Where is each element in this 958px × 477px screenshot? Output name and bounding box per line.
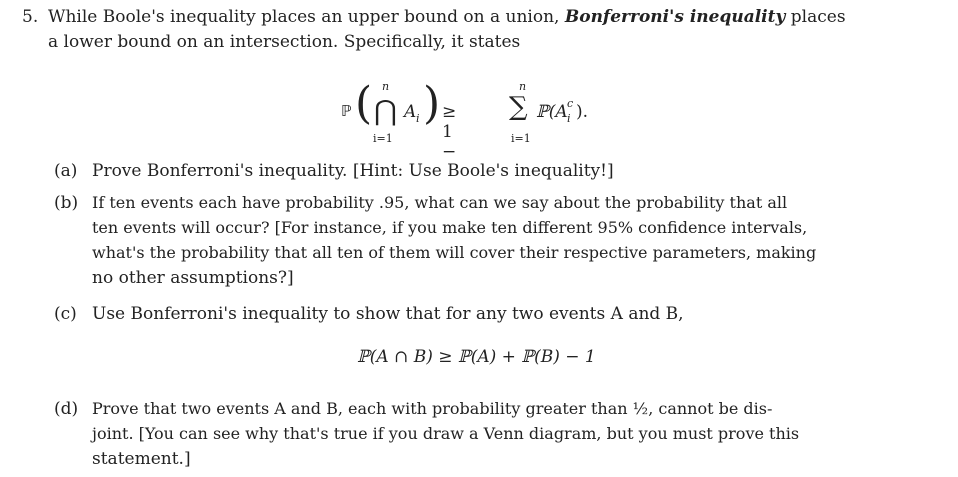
- part-b-line4: no other assumptions?]: [92, 268, 294, 288]
- intro-text-b: places: [785, 7, 846, 27]
- prob-symbol: ℙ: [341, 102, 352, 120]
- complement-close: ).: [576, 102, 589, 122]
- part-b-line3: what's the probability that all ten of them will cover their respective parameters, making: [92, 243, 817, 262]
- cap-upper-limit: n: [382, 80, 390, 93]
- part-d-line3: statement.]: [92, 449, 191, 469]
- problem-intro-line2: a lower bound on an intersection. Specifically, it states: [48, 32, 521, 52]
- part-a-text: Prove Bonferroni's inequality. [Hint: Use Boole's inequality!]: [92, 161, 614, 181]
- event-A-subscript: i: [416, 112, 420, 125]
- paren-open: (: [355, 78, 373, 129]
- cap-lower-limit: i=1: [373, 132, 393, 145]
- part-d-text-a: Prove that two events A and B, each with probability greater than: [92, 399, 633, 418]
- part-b-line2: ten events will occur? [For instance, if you make ten different 95% confidence intervals,: [92, 218, 808, 237]
- part-b-line1: If ten events each have probability .95, what can we say about the probability that all: [92, 193, 788, 212]
- complement-term: ℙ(A: [536, 102, 568, 122]
- part-d-line2: joint. [You can see why that's true if you draw a Venn diagram, but you must prove this: [92, 424, 800, 443]
- part-a-label: (a): [54, 161, 78, 181]
- sum-upper-limit: n: [519, 80, 527, 93]
- part-c-formula: ℙ(A ∩ B) ≥ ℙ(A) + ℙ(B) − 1: [357, 347, 596, 367]
- sum-lower-limit: i=1: [511, 132, 531, 145]
- intro-text-a: While Boole's inequality places an upper bound on a union,: [48, 7, 565, 27]
- rhs-one-minus: ≥ 1 −: [442, 102, 457, 162]
- one-half-fraction: ½: [632, 399, 649, 418]
- intersection-symbol: ⋂: [374, 94, 397, 127]
- part-c-label: (c): [54, 304, 77, 324]
- part-d-text-b: , cannot be dis-: [648, 399, 773, 418]
- bonferroni-emphasis: Bonferroni's inequality: [564, 7, 786, 27]
- problem-number: 5.: [22, 7, 39, 27]
- part-d-label: (d): [54, 399, 79, 419]
- part-d-line1: [92, 398, 772, 420]
- complement-superscript: c: [567, 97, 574, 110]
- complement-subscript: i: [567, 112, 571, 125]
- sum-symbol: ∑: [509, 92, 528, 122]
- part-b-label: (b): [54, 193, 79, 213]
- problem-intro-line1: [48, 6, 846, 28]
- paren-close: ): [423, 78, 441, 129]
- event-A: A: [404, 102, 417, 122]
- part-c-text: Use Bonferroni's inequality to show that for any two events A and B,: [92, 304, 684, 324]
